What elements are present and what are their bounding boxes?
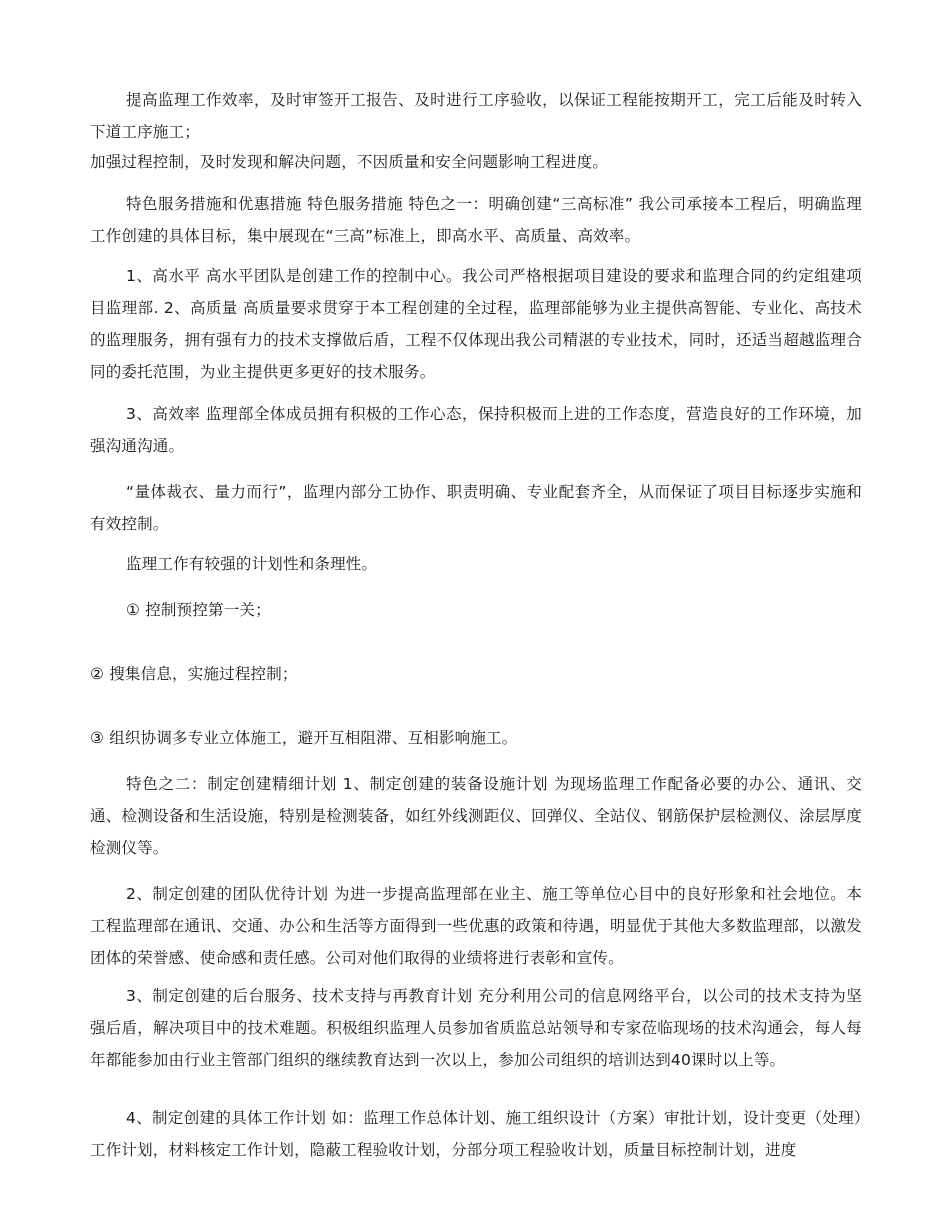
- paragraph-high-efficiency: 3、高效率 监理部全体成员拥有积极的工作心态，保持积极而上进的工作态度，营造良好的工作环境，加强沟通沟通。: [90, 405, 862, 455]
- list-item-3: ③ 组织协调多专业立体施工，避开互相阻滞、互相影响施工。: [90, 729, 518, 747]
- paragraph-backend-service: 3、制定创建的后台服务、技术支持与再教育计划 充分利用公司的信息网络平台，以公司的技术支持为坚强后盾，解决项目中的技术难题。积极组织监理人员参加省质监总站领导和专家莅临现场的技术沟通会，每人每年都能参加由行业主管部门组织的继续教育达到一次以上，参加公司组织的培训达到40课时以上等。: [90, 987, 862, 1069]
- paragraph-process-control: 加强过程控制，及时发现和解决问题，不因质量和安全问题影响工程进度。: [90, 153, 609, 171]
- paragraph-efficiency: 提高监理工作效率，及时审签开工报告、及时进行工序验收，以保证工程能按期开工，完工后能及时转入下道工序施工；: [90, 91, 862, 141]
- paragraph-work-plan: 4、制定创建的具体工作计划 如：监理工作总体计划、施工组织设计（方案）审批计划，设计变更（处理）工作计划，材料核定工作计划，隐蔽工程验收计划，分部分项工程验收计划，质量目标控制计划，进度: [90, 1109, 862, 1159]
- paragraph-tailor-measures: “量体裁衣、量力而行”，监理内部分工协作、职责明确、专业配套齐全，从而保证了项目目标逐步实施和有效控制。: [90, 483, 862, 533]
- paragraph-feature-two: 特色之二：制定创建精细计划 1、制定创建的装备设施计划 为现场监理工作配备必要的办公、通讯、交通、检测设备和生活设施，特别是检测装备，如红外线测距仪、回弹仪、全站仪、钢筋保护层检测仪、涂层厚度检测仪等。: [90, 775, 862, 857]
- paragraph-planning: 监理工作有较强的计划性和条理性。: [126, 555, 378, 573]
- paragraph-team-preferential: 2、制定创建的团队优待计划 为进一步提高监理部在业主、施工等单位心目中的良好形象和社会地位。本工程监理部在通讯、交通、办公和生活等方面得到一些优惠的政策和待遇，明显优于其他大多数监理部，以激发团体的荣誉感、使命感和责任感。公司对他们取得的业绩将进行表彰和宣传。: [90, 885, 862, 967]
- paragraph-high-level-quality: 1、高水平 高水平团队是创建工作的控制中心。我公司严格根据项目建设的要求和监理合同的约定组建项目监理部. 2、高质量 高质量要求贯穿于本工程创建的全过程，监理部能够为业主提供高智能、专业化、高技术的监理服务，拥有强有力的技术支撑做后盾，工程不仅体现出我公司精湛的专业技术，同时，还适当超越监理合同的委托范围，为业主提供更多更好的技术服务。: [90, 267, 862, 381]
- paragraph-special-service: 特色服务措施和优惠措施 特色服务措施 特色之一：明确创建“三高标准” 我公司承接本工程后，明确监理工作创建的具体目标，集中展现在“三高”标准上，即高水平、高质量、高效率。: [90, 195, 862, 245]
- list-item-2: ② 搜集信息，实施过程控制；: [90, 665, 298, 683]
- list-item-1: ① 控制预控第一关；: [126, 601, 271, 619]
